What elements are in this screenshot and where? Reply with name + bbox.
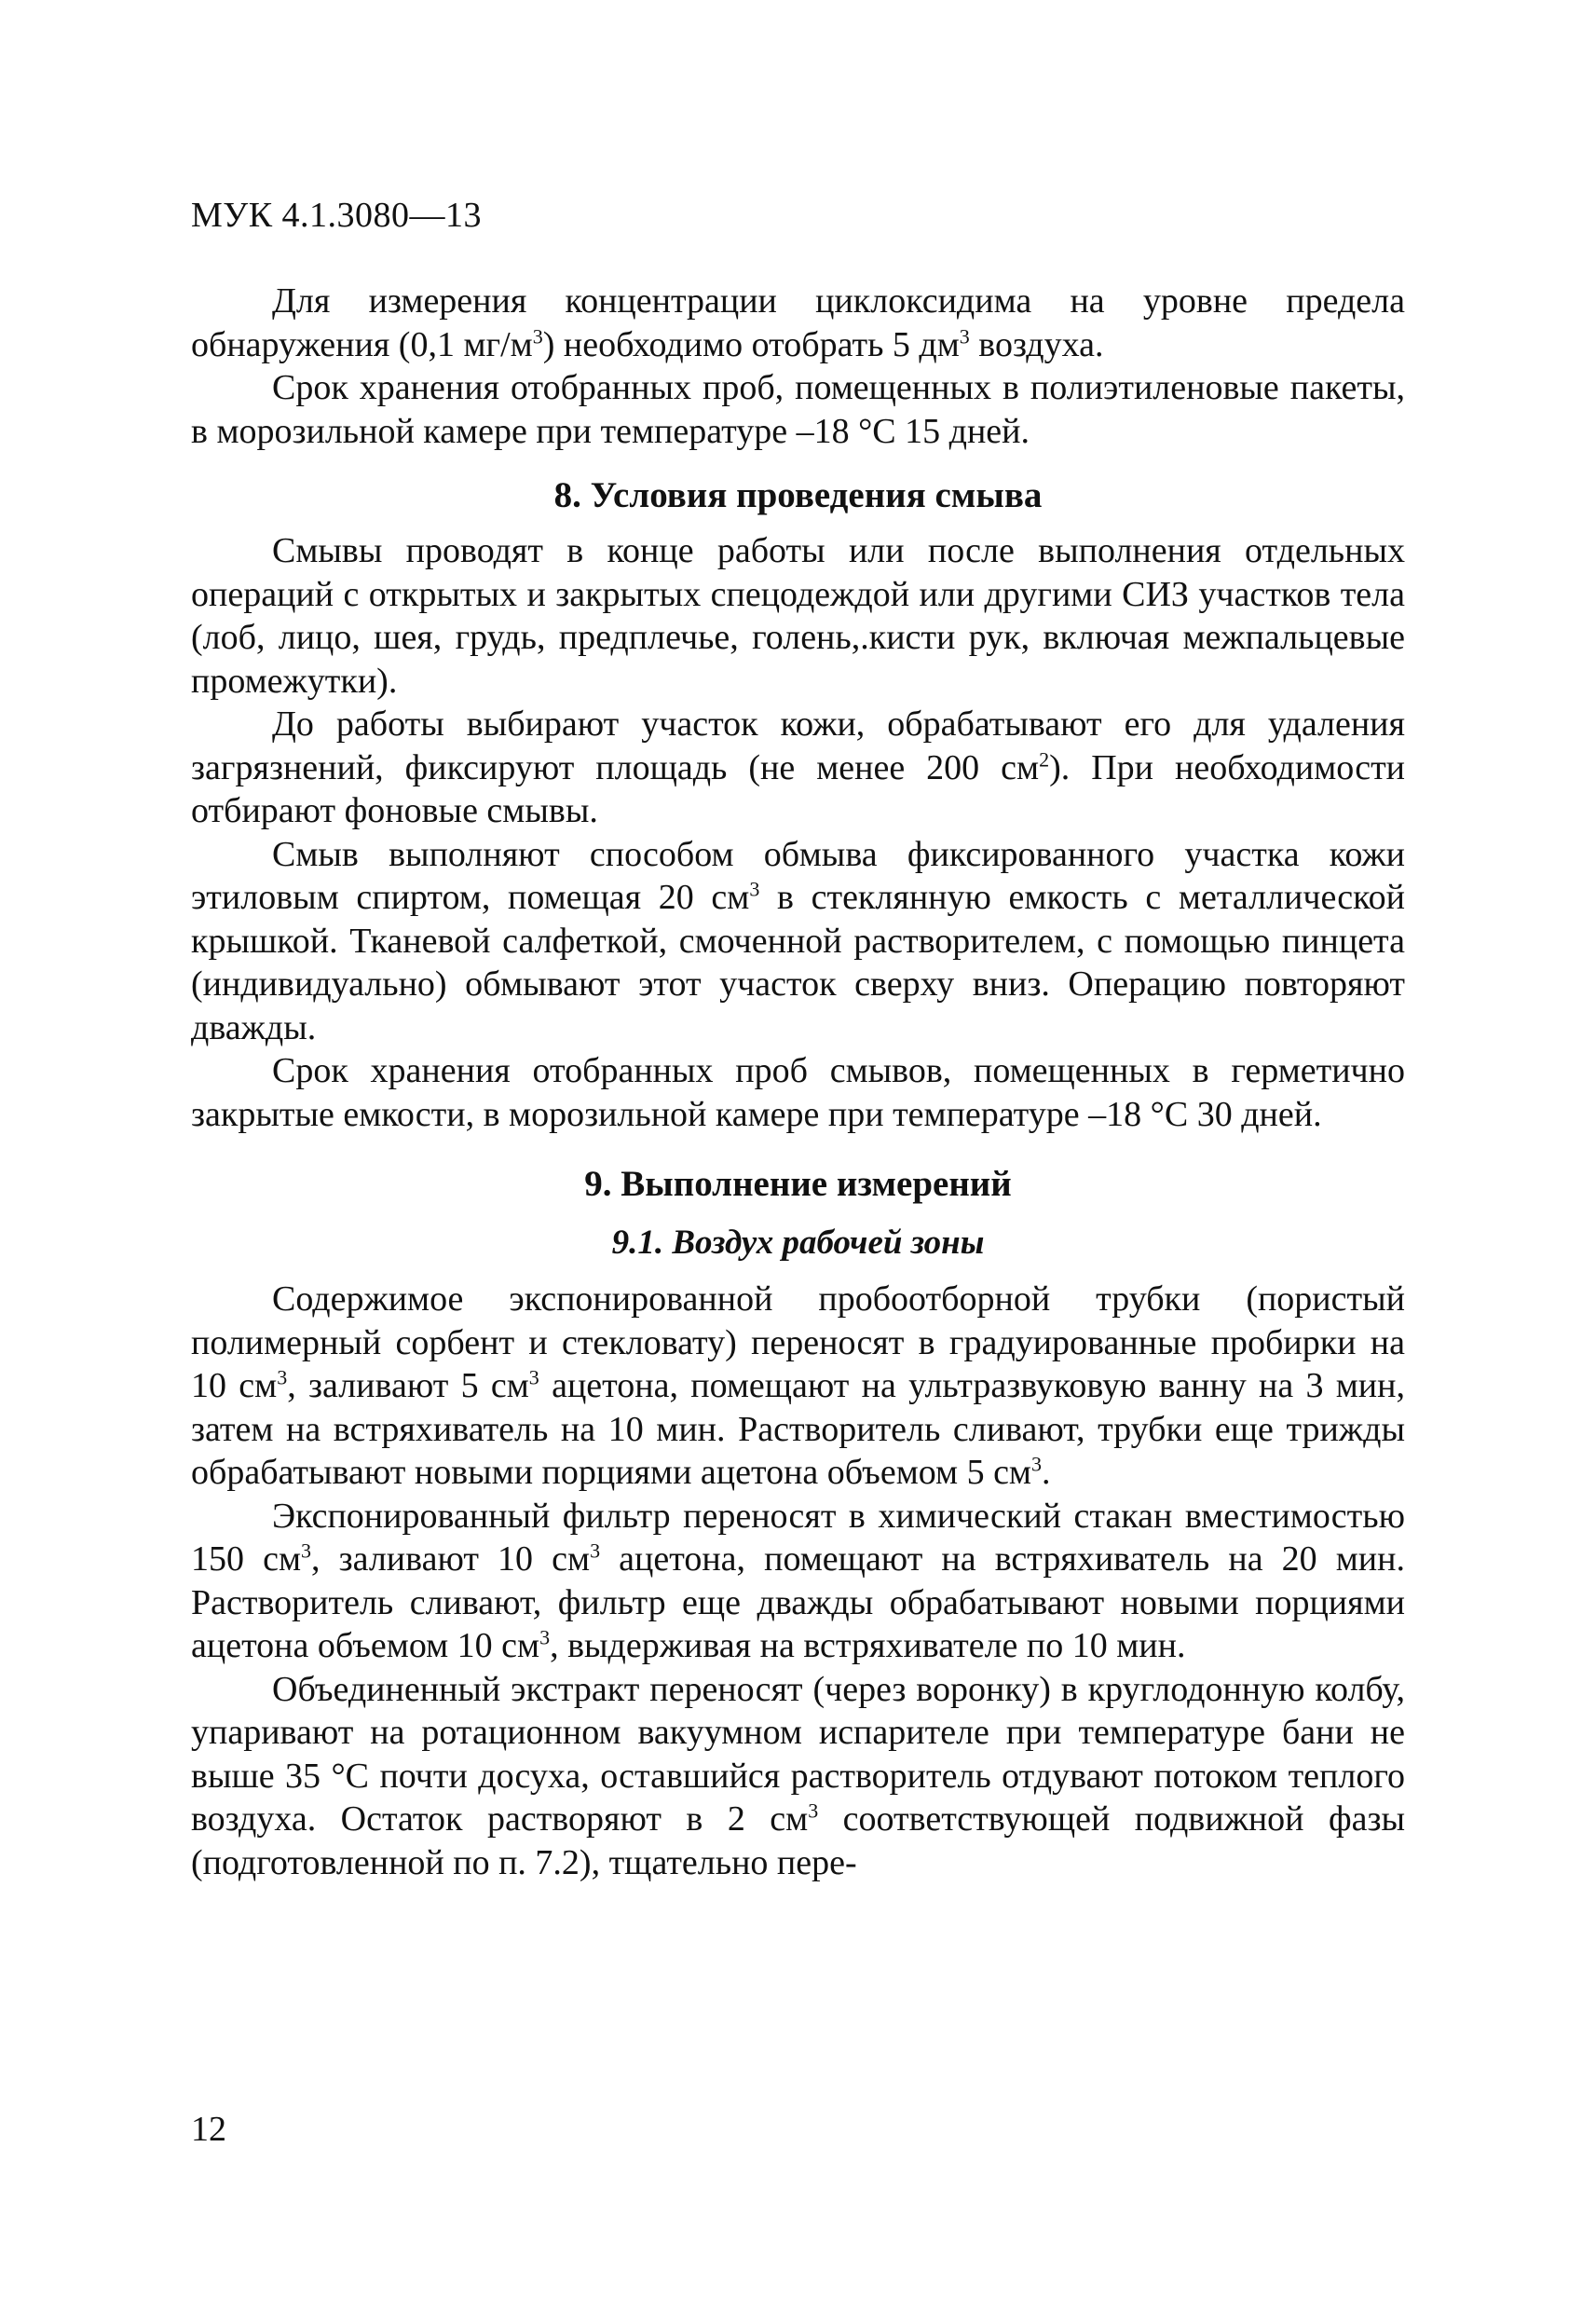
subsection-9-1-heading: 9.1. Воздух рабочей зоны <box>611 1224 985 1262</box>
paragraph-skin-area: До работы выбирают участок кожи, обрабатывают его для удаления загрязнений, фиксируют площадь (не менее 200 $см^2$). При необходимости отбирают фоновые смывы. <box>191 704 1406 830</box>
page-content <box>191 280 1405 1884</box>
paragraph-storage-wash-samples: Срок хранения отобранных проб смывов, помещенных в герметично закрытые емкости, в морозильной камере при температуре –18 °С 30 дней. <box>191 1051 1405 1134</box>
paragraph-detection-limit: Для измерения концентрации циклоксидима на уровне предела обнаружения (0,1 $мг/м^3$) необходимо отобрать 5 $дм^3$ воздуха. <box>191 281 1405 364</box>
paragraph-storage-air-samples: Срок хранения отобранных проб, помещенных в полиэтиленовые пакеты, в морозильной камере при температуре –18 °С 15 дней. <box>191 368 1405 451</box>
paragraph-wash-method: Смыв выполняют способом обмыва фиксированного участка кожи этиловым спиртом, помещая 20 $см^3$ в стеклянную емкость с металлической крышкой. Тканевой салфеткой, смоченной растворителем, с помощью пинцета (индивидуально) обмывают этот участок сверху вниз. Операцию повторяют дважды. <box>191 834 1405 1047</box>
page-number: 12 <box>191 2110 226 2149</box>
document-code: МУК 4.1.3080—13 <box>191 196 483 235</box>
paragraph-tube-extraction: Содержимое экспонированной пробоотборной трубки (пористый полимерный сорбент и стекловату) переносят в градуированные пробирки на 10 $см^3$, заливают 5 $см^3$ ацетона, помещают на ультразвуковую ванну на 3 мин, затем на встряхиватель на 10 мин. Растворитель сливают, трубки еще трижды обрабатывают новыми порциями ацетона объемом 5 $см^3$. <box>191 1279 1405 1492</box>
paragraph-filter-extraction: Экспонированный фильтр переносят в химический стакан вместимостью 150 $см^3$, заливают 10 $см^3$ ацетона, помещают на встряхиватель на 20 мин. Растворитель сливают, фильтр еще дважды обрабатывают новыми порциями ацетона объемом 10 $см^3$, выдерживая на встряхивателе по 10 мин. <box>191 1496 1405 1665</box>
paragraph-combined-extract: Объединенный экстракт переносят (через воронку) в круглодонную колбу, упаривают на ротационном вакуумном испарителе при температуре бани не выше 35 °С почти досуха, оставшийся растворитель отдувают потоком теплого воздуха. Остаток растворяют в 2 $см^3$ соответствующей подвижной фазы (подготовленной по п. 7.2), тщательно пере- <box>191 1669 1406 1882</box>
section-8-heading: 8. Условия проведения смыва <box>553 475 1043 515</box>
paragraph-wash-conditions: Смывы проводят в конце работы или после выполнения отдельных операций с открытых и закрытых спецодеждой или другими СИЗ участков тела (лоб, лицо, шея, грудь, предплечье, голень,.кисти рук, включая межпальцевые промежутки). <box>191 531 1405 701</box>
section-9-heading: 9. Выполнение измерений <box>584 1164 1012 1204</box>
